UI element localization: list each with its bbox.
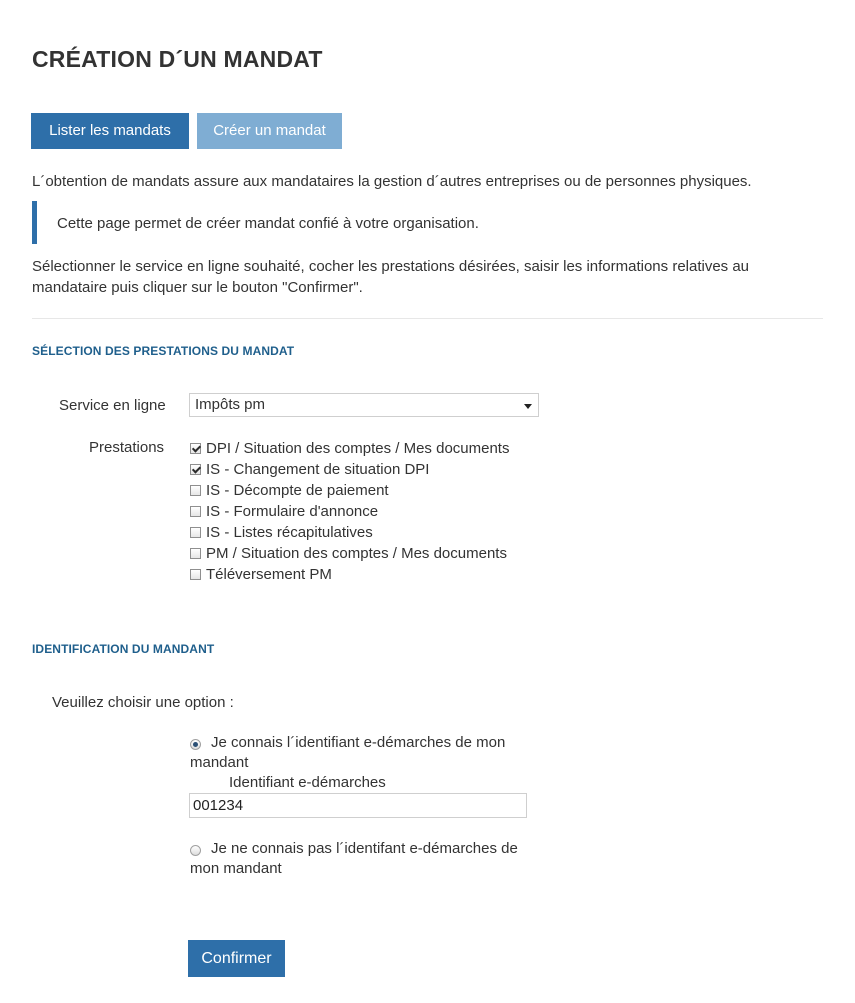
create-mandate-button[interactable]: Créer un mandat xyxy=(197,113,342,149)
confirm-button[interactable]: Confirmer xyxy=(188,940,285,977)
prestation-label: DPI / Situation des comptes / Mes documents xyxy=(206,440,510,457)
radio-unknown-label: Je ne connais pas l´identifant e-démarches de mon mandant xyxy=(190,840,518,877)
prestation-checkbox[interactable] xyxy=(190,527,201,538)
prestation-item[interactable] xyxy=(190,438,509,459)
prestations-label: Prestations xyxy=(89,439,165,456)
prestation-checkbox[interactable] xyxy=(190,506,201,517)
radio-known[interactable] xyxy=(190,739,201,750)
radio-option-known[interactable] xyxy=(190,733,550,773)
prestation-item[interactable] xyxy=(190,501,509,522)
prestation-item[interactable] xyxy=(190,459,509,480)
prestation-item[interactable] xyxy=(190,543,509,564)
prestation-label: IS - Changement de situation DPI xyxy=(206,461,430,478)
service-select[interactable] xyxy=(189,393,539,417)
prestation-label: Téléversement PM xyxy=(206,566,332,583)
prestation-checkbox[interactable] xyxy=(190,485,201,496)
prestation-checkbox[interactable] xyxy=(190,548,201,559)
intro-text: L´obtention de mandats assure aux mandataires la gestion d´autres entreprises ou de personnes physiques. xyxy=(32,173,752,190)
identifier-label: Identifiant e-démarches xyxy=(229,774,386,791)
prestations-list xyxy=(190,438,509,585)
service-select-value: Impôts pm xyxy=(195,396,266,413)
radio-option-unknown[interactable] xyxy=(190,839,550,879)
callout-text: Cette page permet de créer mandat confié à votre organisation. xyxy=(57,215,479,232)
service-label: Service en ligne xyxy=(59,397,166,414)
list-mandates-button[interactable]: Lister les mandats xyxy=(31,113,189,149)
prestation-item[interactable] xyxy=(190,564,509,585)
prestation-label: PM / Situation des comptes / Mes documents xyxy=(206,545,507,562)
instructions-text: Sélectionner le service en ligne souhaité, cocher les prestations désirées, saisir les informations relatives au mandataire puis cliquer sur le bouton "Confirmer". xyxy=(32,258,750,296)
prestation-checkbox[interactable] xyxy=(190,464,201,475)
radio-unknown[interactable] xyxy=(190,845,201,856)
prestation-item[interactable] xyxy=(190,480,509,501)
section-title-identification: IDENTIFICATION DU MANDANT xyxy=(32,642,215,656)
prestation-label: IS - Décompte de paiement xyxy=(206,482,389,499)
divider xyxy=(32,318,823,319)
prestation-checkbox[interactable] xyxy=(190,569,201,580)
chevron-down-icon xyxy=(524,404,532,409)
page-title: CRÉATION D´UN MANDAT xyxy=(32,46,323,72)
option-prompt: Veuillez choisir une option : xyxy=(52,694,234,711)
prestation-item[interactable] xyxy=(190,522,509,543)
info-callout xyxy=(32,201,812,244)
radio-known-label: Je connais l´identifiant e-démarches de mon mandant xyxy=(190,734,506,771)
section-title-selection: SÉLECTION DES PRESTATIONS DU MANDAT xyxy=(32,344,295,358)
prestation-checkbox[interactable] xyxy=(190,443,201,454)
prestation-label: IS - Listes récapitulatives xyxy=(206,524,373,541)
prestation-label: IS - Formulaire d'annonce xyxy=(206,503,379,520)
identifier-input[interactable] xyxy=(189,793,527,818)
